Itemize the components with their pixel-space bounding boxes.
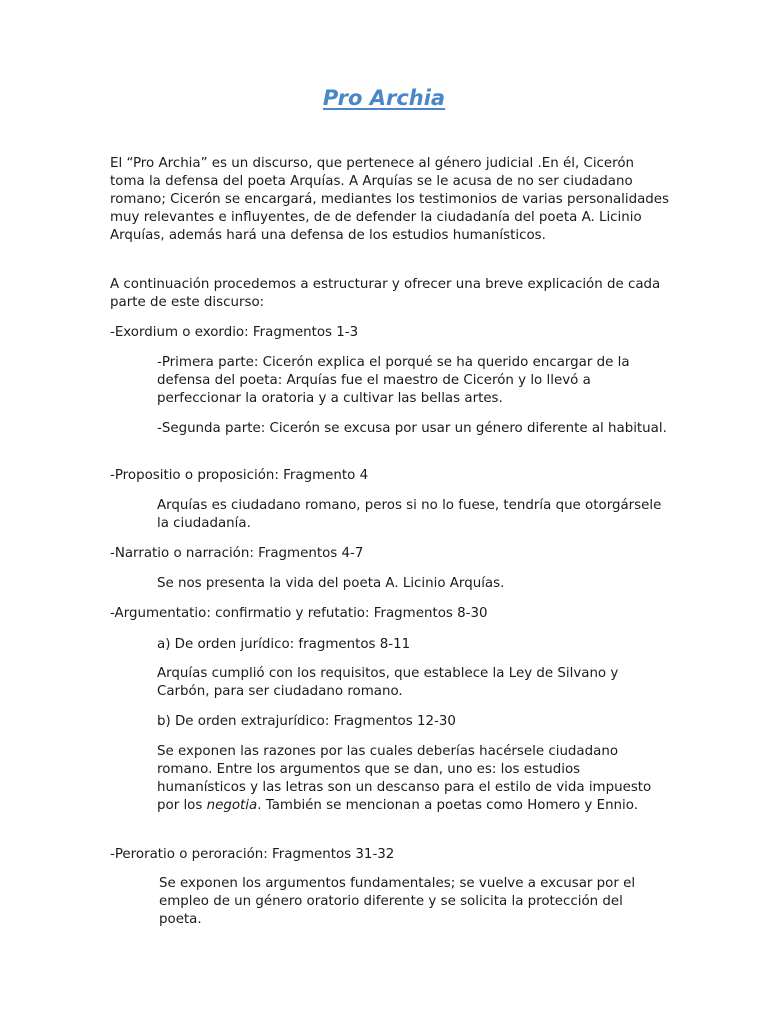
section-heading-propositio: -Propositio o proposición: Fragmento 4 xyxy=(110,468,369,483)
section-heading-argumentatio: -Argumentatio: confirmatio y refutatio: Fragmentos 8-30 xyxy=(110,606,488,621)
paragraph-orden-extrajuridico xyxy=(157,743,667,815)
paragraph-narratio: Se nos presenta la vida del poeta A. Licinio Arquías. xyxy=(157,576,505,591)
paragraph-peroratio: Se exponen los argumentos fundamentales; se vuelve a excusar por el empleo de un género oratorio diferente y se solicita la protección del poeta. xyxy=(159,876,636,927)
section-heading-exordium: -Exordium o exordio: Fragmentos 1-3 xyxy=(110,325,359,340)
paragraph-propositio: Arquías es ciudadano romano, peros si no lo fuese, tendría que otorgársele la ciudadanía. xyxy=(157,498,662,531)
subheading-orden-juridico: a) De orden jurídico: fragmentos 8-11 xyxy=(157,637,411,652)
emphasis-negotia: negotia xyxy=(206,798,258,813)
paragraph-structure-intro: A continuación procedemos a estructurar y ofrecer una breve explicación de cada parte de este discurso: xyxy=(110,277,661,310)
paragraph-primera-parte: -Primera parte: Cicerón explica el porqué se ha querido encargar de la defensa del poeta: Arquías fue el maestro de Cicerón y lo llevó a perfeccionar la oratoria y a cultivar las bellas artes. xyxy=(157,355,630,406)
paragraph-intro: El “Pro Archia” es un discurso, que pertenece al género judicial .En él, Cicerón toma la defensa del poeta Arquías. A Arquías se le acusa de no ser ciudadano romano; Cicerón se encargará, mediantes los testimonios de varias personalidades muy relevantes e influyentes, de de defender la ciudadanía del poeta A. Licinio Arquías, además hará una defensa de los estudios humanísticos. xyxy=(110,156,670,243)
section-heading-narratio: -Narratio o narración: Fragmentos 4-7 xyxy=(110,546,364,561)
paragraph-orden-juridico: Arquías cumplió con los requisitos, que establece la Ley de Silvano y Carbón, para ser ciudadano romano. xyxy=(157,666,619,699)
subheading-orden-extrajuridico: b) De orden extrajurídico: Fragmentos 12-30 xyxy=(157,714,456,729)
paragraph-text-after: . También se mencionan a poetas como Homero y Ennio. xyxy=(257,798,638,813)
paragraph-segunda-parte: -Segunda parte: Cicerón se excusa por usar un género diferente al habitual. xyxy=(157,421,667,436)
page-title: Pro Archia xyxy=(322,86,446,110)
section-heading-peroratio: -Peroratio o peroración: Fragmentos 31-32 xyxy=(110,847,395,862)
paragraph-text-before: Se exponen las razones por las cuales deberías hacérsele ciudadano romano. Entre los argumentos que se dan, uno es: los estudios humanísticos y las letras son un descanso para el estilo de vida impuesto por los xyxy=(157,744,652,813)
